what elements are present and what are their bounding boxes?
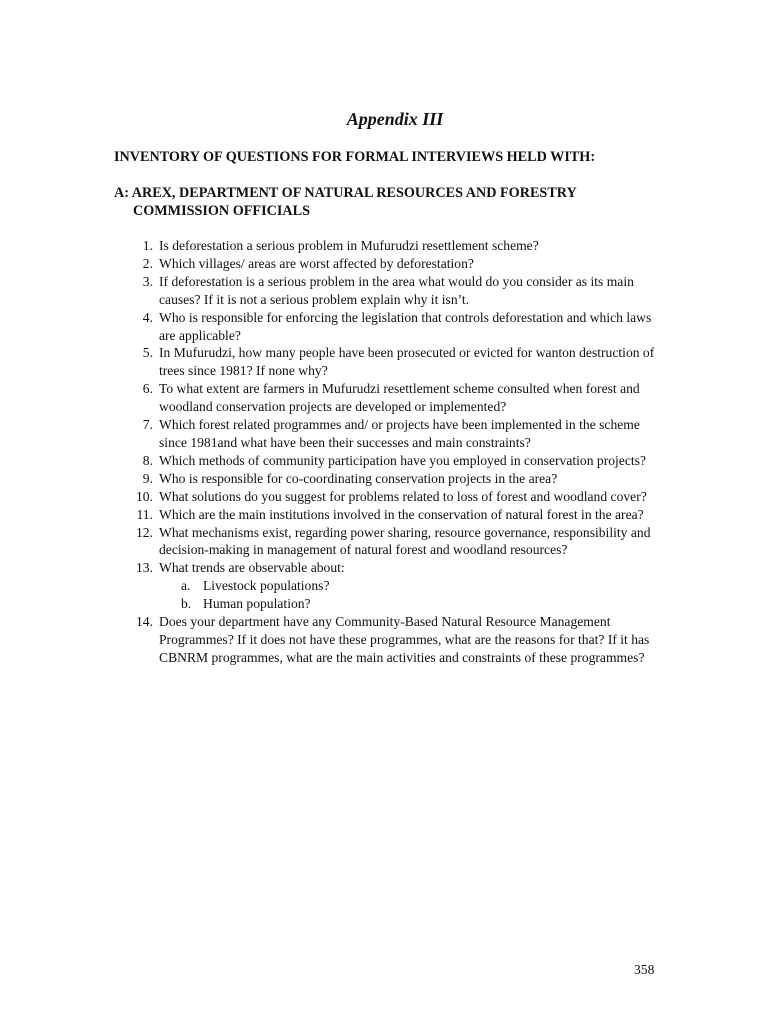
question-number: 13. xyxy=(136,560,153,576)
question-item xyxy=(131,255,671,273)
question-number: 2. xyxy=(142,255,153,271)
question-text: Which methods of community participation have you employed in conservation projects? xyxy=(159,452,646,468)
question-item xyxy=(131,344,671,380)
sub-question-letter: b. xyxy=(181,596,192,612)
question-text: Which forest related programmes and/ or projects have been implemented in the scheme since 1981and what have been their successes and main constraints? xyxy=(159,417,640,450)
question-text: Which villages/ areas are worst affected by deforestation? xyxy=(159,255,474,271)
page-number: 358 xyxy=(634,962,655,977)
question-item xyxy=(131,237,671,255)
sub-question-letter: a. xyxy=(181,578,191,594)
question-number: 7. xyxy=(142,417,153,433)
sub-question-list xyxy=(159,577,671,613)
question-text: What solutions do you suggest for problems related to loss of forest and woodland cover? xyxy=(159,488,647,504)
question-text: To what extent are farmers in Mufurudzi resettlement scheme consulted when forest and woodland conservation projects are developed or implemented? xyxy=(159,381,640,415)
question-text: What trends are observable about: xyxy=(159,560,345,576)
question-number: 11. xyxy=(136,506,153,522)
question-text: Does your department have any Community-Based Natural Resource Management Programmes? If it does not have these programmes, what are the reasons for that? If it has CBNRM programmes, what are the main activities and constraints of these programmes? xyxy=(159,614,650,665)
question-text: If deforestation is a serious problem in the area what would do you consider as its main causes? If it is not a serious problem explain why it isn’t. xyxy=(159,273,634,307)
appendix-title: Appendix III xyxy=(346,109,444,129)
question-text: Who is responsible for co-coordinating conservation projects in the area? xyxy=(159,470,558,486)
question-text: In Mufurudzi, how many people have been prosecuted or evicted for wanton destruction of trees since 1981? If none why? xyxy=(159,345,655,379)
question-item xyxy=(131,452,671,470)
question-number: 12. xyxy=(136,524,153,540)
question-item xyxy=(131,273,671,309)
question-number: 6. xyxy=(142,381,153,397)
question-number: 14. xyxy=(136,614,153,630)
question-item xyxy=(131,488,671,506)
question-item xyxy=(131,506,671,524)
question-item xyxy=(131,380,671,416)
question-number: 1. xyxy=(142,238,153,253)
question-text: What mechanisms exist, regarding power sharing, resource governance, responsibility and decision-making in management of natural forest and woodland resources? xyxy=(159,524,651,558)
question-item xyxy=(131,524,671,560)
question-text: Who is responsible for enforcing the legislation that controls deforestation and which laws are applicable? xyxy=(159,309,652,343)
sub-question-text: Human population? xyxy=(203,596,311,612)
sub-question-item xyxy=(159,595,671,613)
question-text: Is deforestation a serious problem in Mufurudzi resettlement scheme? xyxy=(159,238,539,253)
inventory-heading: INVENTORY OF QUESTIONS FOR FORMAL INTERVIEWS HELD WITH: xyxy=(114,149,596,165)
question-list xyxy=(131,237,671,667)
section-heading-line1: A: AREX, DEPARTMENT OF NATURAL RESOURCES AND FORESTRY xyxy=(114,185,577,201)
question-item xyxy=(131,309,671,345)
section-heading xyxy=(114,184,654,220)
question-number: 8. xyxy=(142,452,153,468)
sub-question-text: Livestock populations? xyxy=(203,578,330,594)
question-number: 3. xyxy=(142,273,153,289)
question-item xyxy=(131,470,671,488)
question-item xyxy=(131,613,671,667)
question-number: 5. xyxy=(142,345,153,361)
sub-question-item xyxy=(159,577,671,595)
section-heading-line2: COMMISSION OFFICIALS xyxy=(133,203,310,219)
question-number: 4. xyxy=(142,309,153,325)
question-item xyxy=(131,416,671,452)
question-item xyxy=(131,559,671,613)
question-number: 10. xyxy=(136,488,153,504)
question-text: Which are the main institutions involved in the conservation of natural forest in the area? xyxy=(159,506,644,522)
question-number: 9. xyxy=(142,470,153,486)
